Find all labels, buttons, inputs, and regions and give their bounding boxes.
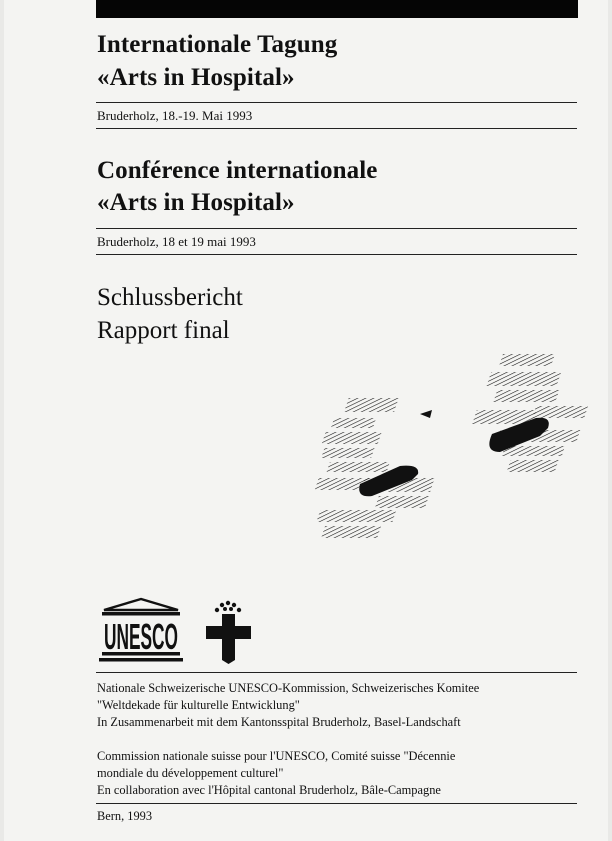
report-title-fr: Rapport final	[97, 317, 230, 344]
title-de-line2: «Arts in Hospital»	[97, 64, 295, 91]
divider	[96, 803, 577, 804]
footer-fr-line: Commission nationale suisse pour l'UNESCO, Comité suisse "Décennie	[97, 749, 456, 763]
footer-de-line: In Zusammenarbeit mit dem Kantonsspital Bruderholz, Basel-Landschaft	[97, 715, 461, 729]
footer-de-line: Nationale Schweizerische UNESCO-Kommission, Schweizerisches Komitee	[97, 681, 480, 695]
place-year: Bern, 1993	[97, 809, 153, 823]
footer-fr-line: En collaboration avec l'Hôpital cantonal Bruderholz, Bâle-Campagne	[97, 783, 441, 797]
title-de-line1: Internationale Tagung	[97, 31, 338, 58]
footer-fr-line: mondiale du développement culturel"	[97, 766, 284, 780]
place-date-fr: Bruderholz, 18 et 19 mai 1993	[97, 234, 256, 249]
footer-de-line: "Weltdekade für kulturelle Entwicklung"	[97, 698, 300, 712]
place-date-de: Bruderholz, 18.-19. Mai 1993	[97, 108, 253, 123]
cross-with-dots-logo	[203, 596, 253, 666]
unesco-logo-text: UNESCO	[104, 616, 178, 657]
divider	[96, 672, 577, 673]
title-fr-line2: «Arts in Hospital»	[97, 189, 295, 216]
unesco-logo	[96, 596, 186, 666]
title-fr-line1: Conférence internationale	[97, 157, 378, 184]
report-title-de: Schlussbericht	[97, 284, 243, 311]
